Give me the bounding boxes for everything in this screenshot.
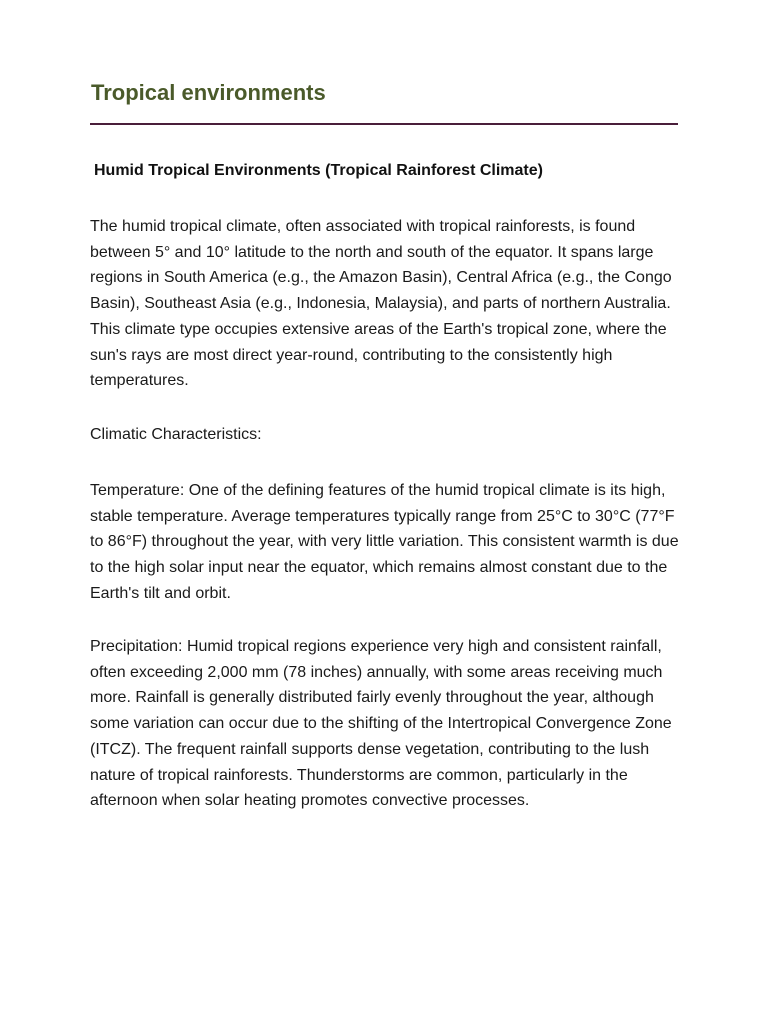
intro-paragraph: The humid tropical climate, often associated with tropical rainforests, is found between 5° and 10° latitude to the north and south of the equator. It spans large regions in South America (e.g., the Amazon Basin), Central Africa (e.g., the Congo Basin), Southeast Asia (e.g., Indonesia, Malaysia), and parts of northern Australia. This climate type occupies extensive areas of the Earth's tropical zone, where the sun's rays are most direct year-round, contributing to the consistently high temperatures. <box>90 218 672 390</box>
temperature-paragraph: Temperature: One of the defining features of the humid tropical climate is its high, stable temperature. Average temperatures typically range from 25°C to 30°C (77°F to 86°F) throughout the year, with very little variation. This consistent warmth is due to the high solar input near the equator, which remains almost constant due to the Earth's tilt and orbit. <box>90 482 679 602</box>
title-divider <box>90 123 678 125</box>
climatic-characteristics-label: Climatic Characteristics: <box>90 426 262 443</box>
page-title: Tropical environments <box>91 80 326 105</box>
precipitation-paragraph: Precipitation: Humid tropical regions experience very high and consistent rainfall, often exceeding 2,000 mm (78 inches) annually, with some areas receiving much more. Rainfall is generally distributed fairly evenly throughout the year, although some variation can occur due to the shifting of the Intertropical Convergence Zone (ITCZ). The frequent rainfall supports dense vegetation, contributing to the lush nature of tropical rainforests. Thunderstorms are common, particularly in the afternoon when solar heating promotes convective processes. <box>90 638 672 810</box>
section-heading: Humid Tropical Environments (Tropical Rainforest Climate) <box>94 162 543 179</box>
